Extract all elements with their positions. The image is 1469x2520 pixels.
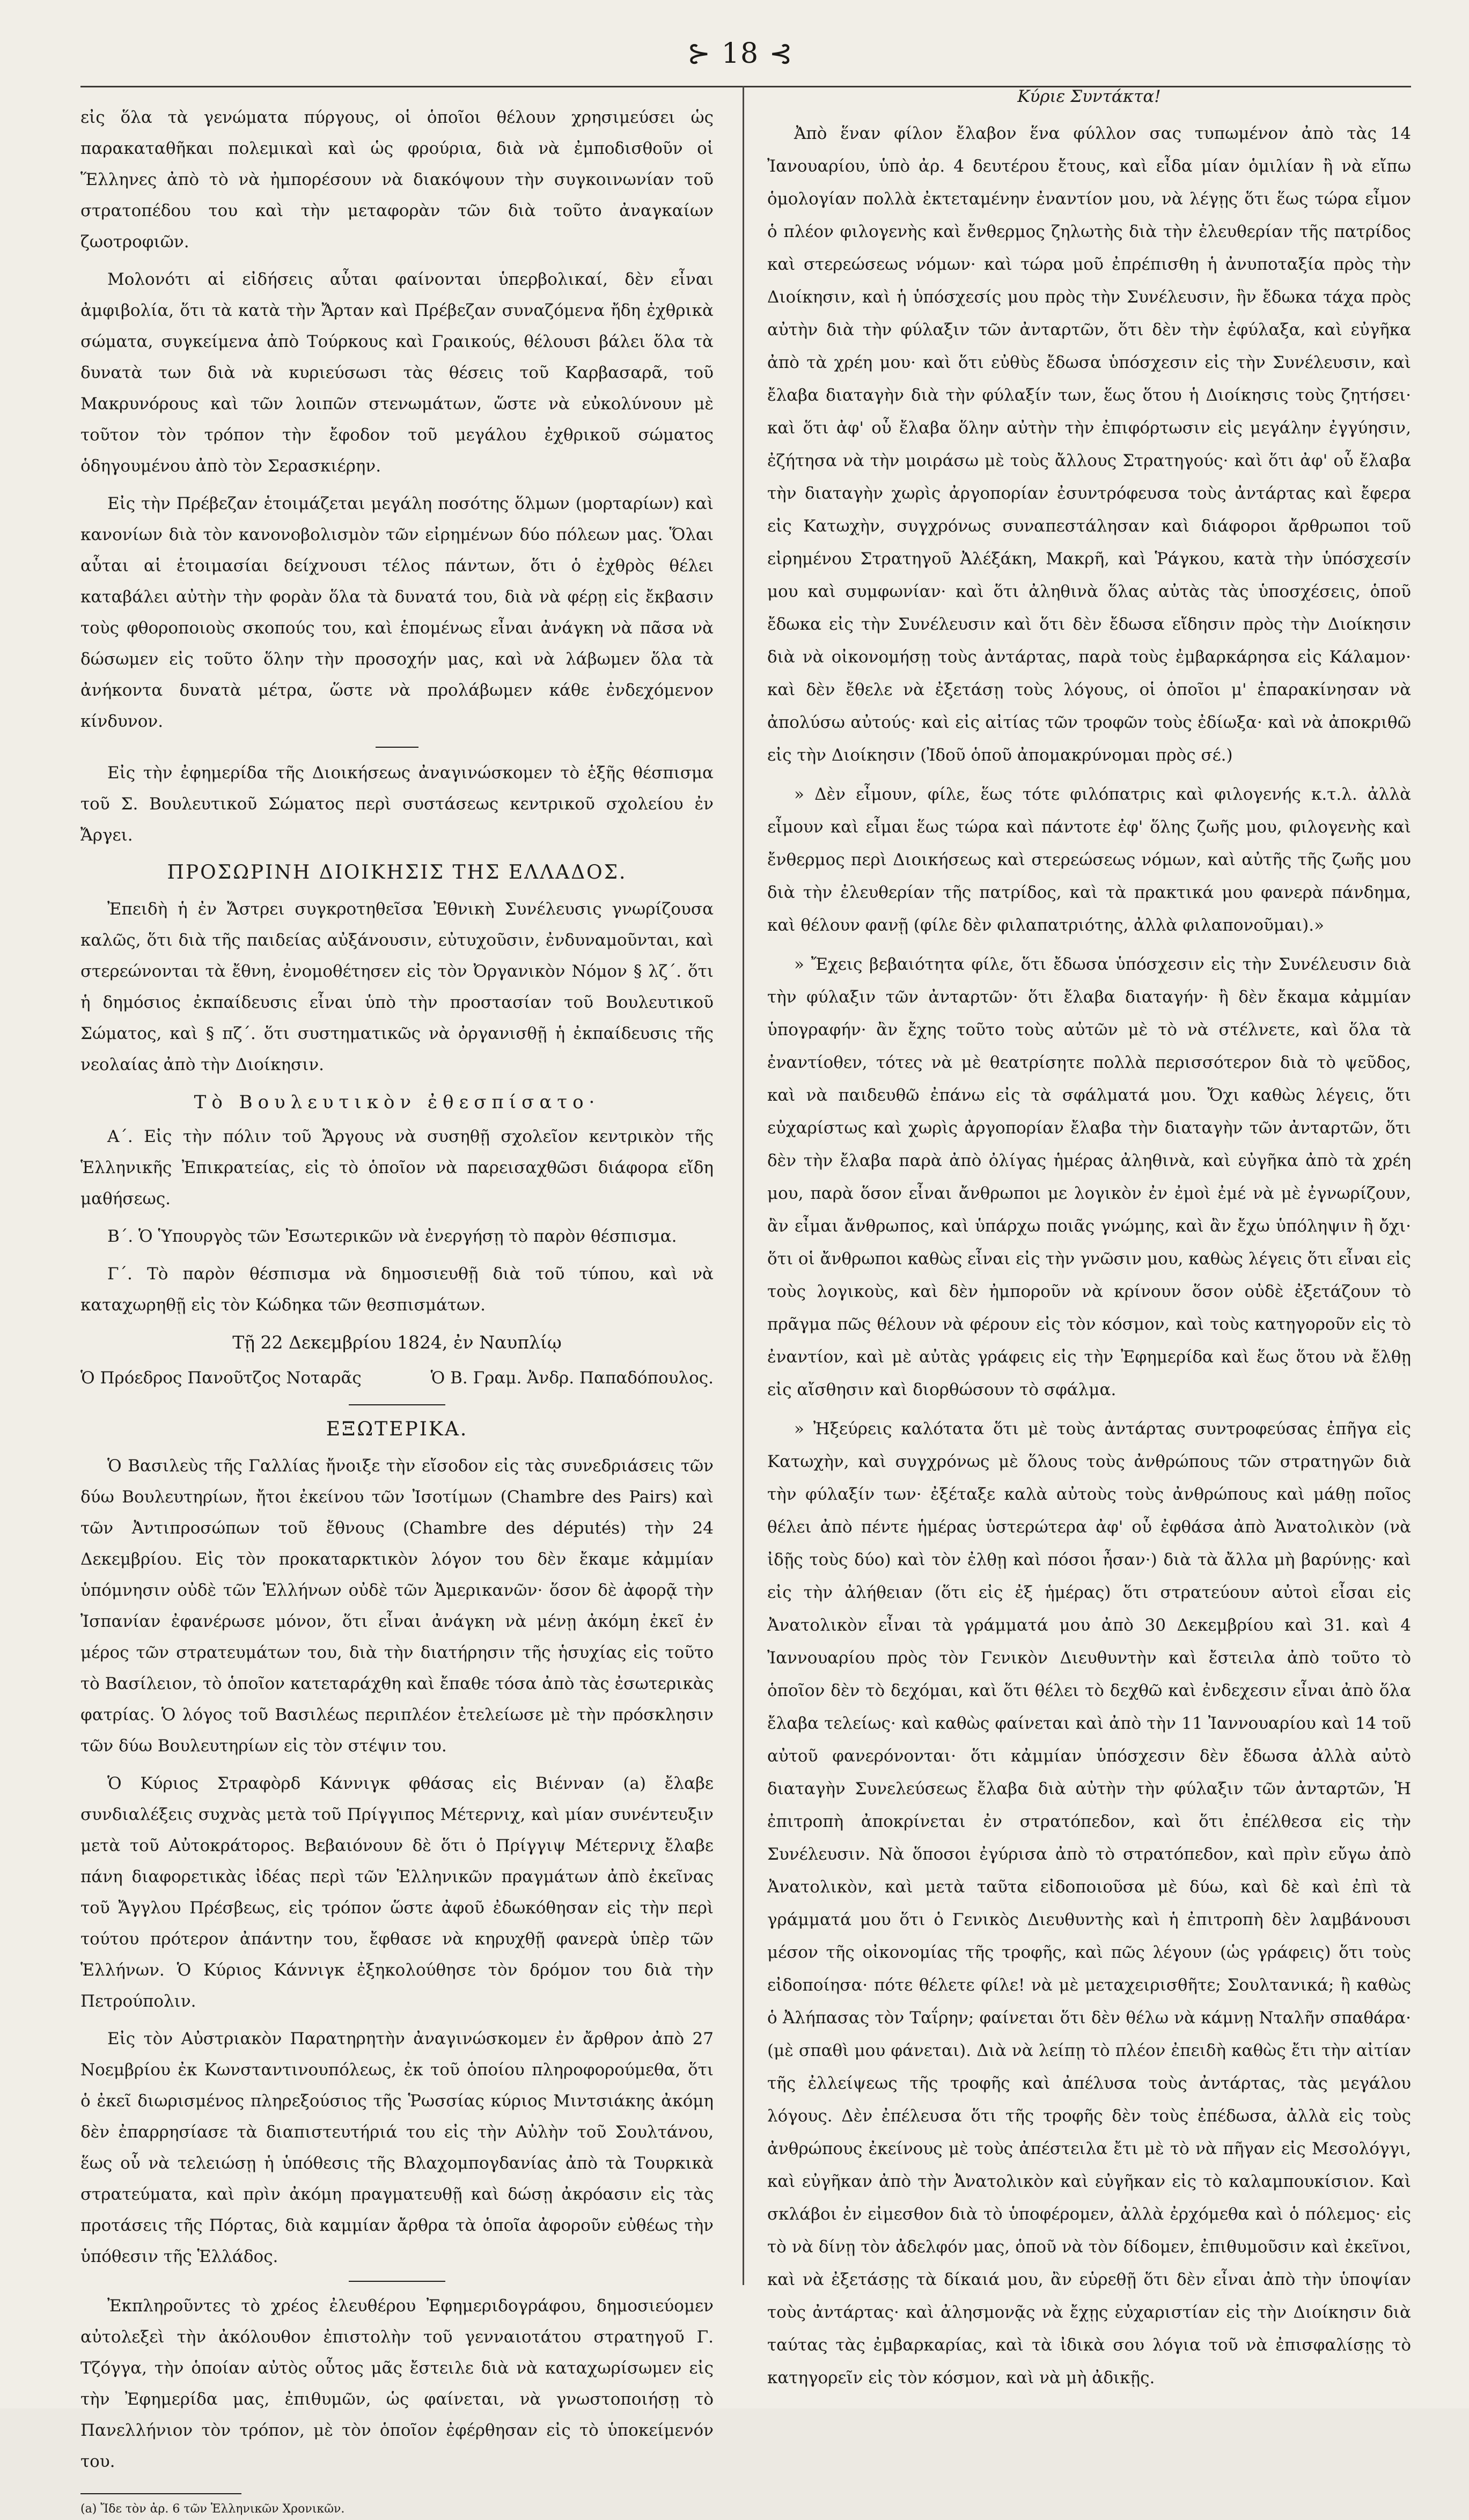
president-signature: Ὁ Πρόεδρος Πανοῦτζος Νοταρᾶς [80, 1368, 362, 1388]
footnote-rule [80, 2493, 241, 2494]
signature-line [80, 1362, 714, 1394]
section-rule [349, 2281, 445, 2282]
left-paragraph-5: Ἐπειδὴ ἡ ἐν Ἄστρει συγκροτηθεῖσα Ἐθνικὴ Συνέλευσις γνωρίζουσα καλῶς, ὅτι διὰ τῆς παιδείας αὐξάνουσιν, εὐτυχοῦσιν, ἐνδυναμοῦνται, καὶ στερεώνονται τὰ ἔθνη, ἐνομοθέτησεν εἰς τὸν Ὀργανικὸν Νόμον § λζ΄. ὅτι ἡ δημόσιος ἐκπαίδευσις εἶναι ὑπὸ τὴν προστασίαν τοῦ Βουλευτικοῦ Σώματος, καὶ § πζ΄. ὅτι συστηματικῶς νὰ ὀργανισθῇ ἡ ἐκπαίδευσις τῆς νεολαίας ἀπὸ τὴν Διοίκησιν. [80, 900, 714, 1074]
right-paragraph-1: Ἀπὸ ἕναν φίλον ἔλαβον ἕνα φύλλον σας τυπωμένον ἀπὸ τὰς 14 Ἰανουαρίου, ὑπὸ ἀρ. 4 δευτέρου ἔτους, καὶ εἶδα μίαν ὁμιλίαν ἢ νὰ εἴπω ὁμολογίαν πολλὰ ἐκτεταμένην ἐναντίον μου, νὰ λέγῃς ὅτι ἕως τώρα εἶμον ὁ πλέον φιλογενὴς καὶ ἔνθερμος ζηλωτὴς διὰ τὴν ἐλευθερίαν τῆς πατρίδος καὶ στερεώσεως νόμων· καὶ τώρα μοῦ ἐπρέπισθη ἡ ἀνυποταξία πρὸς τὴν Διοίκησιν, καὶ ἡ ὑπόσχεσίς μου πρὸς τὴν Συνέλευσιν, ἣν ἔδωκα τάχα πρὸς αὐτὴν διὰ τὴν φύλαξιν τῶν ἀνταρτῶν, ὅτι δὲν τὴν ἐφύλαξα, καὶ εὐγῆκα ἀπὸ τὰ χρέη μου· καὶ ὅτι εὐθὺς ἔδωσα ὑπόσχεσιν εἰς τὴν Συνέλευσιν, καὶ ἔλαβα διαταγὴν διὰ τὴν φύλαξίν των, ἕως ὅτου ἡ Διοίκησις τοὺς ζητήσει· καὶ ὅτι ἀφ' οὗ ἔλαβα ὅλην αὐτὴν τὴν ἐπιφόρτωσιν εἰς μεγάλην ἐγγύησιν, ἐζήτησα νὰ τὴν μοιράσω μὲ τοὺς ἄλλους Στρατηγούς· καὶ ὅτι ἀφ' οὗ ἔλαβα τὴν διαταγὴν χωρὶς ἀργοπορίαν ἐσυντρόφευσα τοὺς ἀντάρτας καὶ ἔφερα εἰς Κατωχὴν, συγχρόνως συναπεστάλησαν καὶ διάφοροι ἄρθρωποι τοῦ εἰρημένου Στρατηγοῦ Ἀλέξάκη, Μακρῆ, καὶ Ῥάγκου, κατὰ τὴν ὑπόσχεσίν μου καὶ συμφωνίαν· καὶ ὅτι ἀληθινὰ ὅλας αὐτὰς τὰς ὑποσχέσεις, ὁποῦ ἔδωκα εἰς τὴν Συνέλευσιν καὶ ὅτι δὲν ἔδωσα εἴδησιν πρὸς τὴν Διοίκησιν διὰ νὰ οἰκονομήσῃ τοὺς ἀντάρτας, παρὰ τοὺς ἐμβαρκάρησα εἰς Κάλαμον· καὶ δὲν ἔθελε νὰ ἐξετάσῃ τοὺς λόγους, οἱ ὁποῖοι μ' ἐπαρακίνησαν νὰ ἀπολύσω αὐτούς· καὶ εἰς αἰτίας τῶν τροφῶν τοὺς ἐδίωξα· καὶ νὰ ἀποκριθῶ εἰς τὴν Διοίκησιν (Ἰδοῦ ὁποῦ ἀπομακρύνομαι πρὸς σέ.) [767, 124, 1411, 765]
left-paragraph-8: Εἰς τὸν Αὐστριακὸν Παρατηρητὴν ἀναγινώσκομεν ἐν ἄρθρον ἀπὸ 27 Νοεμβρίου ἐκ Κωνσταντινουπόλεως, ἐκ τοῦ ὁποίου πληροφορούμεθα, ὅτι ὁ ἐκεῖ διωρισμένος πληρεξούσιος τῆς Ῥωσσίας κύριος Μιντσιάκης ἀκόμη δὲν ἐπαρρησίασε τὰ διαπιστευτήριά του εἰς τὴν Αὐλὴν τοῦ Σουλτάνου, ἕως οὗ νὰ τελειώσῃ ἡ ὑπόθεσις τῆς Βλαχομπογδανίας ἀπὸ τὰ Τουρκικὰ στρατεύματα, καὶ πρὶν ἀκόμη πραγματευθῇ καὶ δώσῃ ἀκρόασιν εἰς τὰς προτάσεις τῆς Πόρτας, διὰ καμμίαν ἄρθρα τὰ ὁποῖα ἀφοροῦν εὐθέως τὴν ὑπόθεσιν τῆς Ἑλλάδος. [80, 2029, 714, 2266]
ornament-right-icon: ⊰ [769, 38, 794, 70]
left-paragraph-7: Ὁ Κύριος Στραφὸρδ Κάννιγκ φθάσας εἰς Βιένναν (a) ἔλαβε συνδιαλέξεις συχνὰς μετὰ τοῦ Πρίγγιπος Μέτερνιχ, καὶ μίαν συνέντευξιν μετὰ τοῦ Αὐτοκράτορος. Βεβαιόνουν δὲ ὅτι ὁ Πρίγγιψ Μέτερνιχ ἔλαβε πάνη διαφορετικὰς ἰδέας περὶ τῶν Ἑλληνικῶν πραγμάτων ἀπὸ ἐκεῖνας τοῦ Ἄγγλου Πρέσβεως, εἰς τρόπον ὥστε ἀφοῦ ἐδωκόθησαν εἰς τὴν περὶ τούτου πρότερον ἀπάντην του, ἔφθασε νὰ κηρυχθῇ φανερὰ ὑπὲρ τῶν Ἑλλήνων. Ὁ Κύριος Κάννιγκ ἐξηκολούθησε τὸν δρόμον του διὰ τὴν Πετρούπολιν. [80, 1774, 714, 2011]
left-column [80, 102, 714, 2516]
ornament-left-icon: ⊱ [687, 38, 712, 70]
left-paragraph-2: Μολονότι αἱ εἰδήσεις αὗται φαίνονται ὑπερβολικαί, δὲν εἶναι ἀμφιβολία, ὅτι τὰ κατὰ τὴν Ἄρταν καὶ Πρέβεζαν συναζόμενα ἤδη ἐχθρικὰ σώματα, συγκείμενα ἀπὸ Τούρκους καὶ Γραικούς, θέλουσι βάλει ὅλα τὰ δυνατὰ των διὰ νὰ κυριεύσωσι τὰς θέσεις τοῦ Καρβασαρᾶ, τοῦ Μακρυνόρους καὶ τῶν λοιπῶν στενωμάτων, ὥστε νὰ εὐκολύνουν μὲ τοῦτον τὸν τρόπον τὴν ἔφοδον τοῦ μεγάλου ἐχθρικοῦ σώματος ὁδηγουμένου ἀπὸ τὸν Σερασκιέρην. [80, 270, 714, 476]
letter-salutation: Κύριε Συντάκτα! [1017, 87, 1161, 106]
decree-date: Τῇ 22 Δεκεμβρίου 1824, ἐν Ναυπλίῳ [232, 1332, 562, 1353]
right-paragraph-2: » Δὲν εἶμουν, φίλε, ἕως τότε φιλόπατρις καὶ φιλογενής κ.τ.λ. ἀλλὰ εἶμουν καὶ εἶμαι ἕως τώρα καὶ πάντοτε ἐφ' ὅλης ζωῆς μου, φιλογενὴς καὶ ἔνθερμος περὶ Διοικήσεως καὶ στερεώσεως νόμων, καὶ αὐτῆς τῆς ζωῆς μου διὰ τὴν ἐλευθερίαν τῆς πατρίδος, καὶ τὰ πρακτικά μου φανερὰ πάνδημα, καὶ θέλουν φανῇ (φίλε δὲν φιλαπατριότης, ἀλλὰ φιλαπονοῦμαι).» [767, 785, 1411, 935]
column-divider [743, 86, 744, 2285]
left-paragraph-3: Εἰς τὴν Πρέβεζαν ἑτοιμάζεται μεγάλη ποσότης ὅλμων (μορταρίων) καὶ κανονίων διὰ τὸν κανονοβολισμὸν τῶν εἰρημένων δύο πόλεων μας. Ὅλαι αὗται αἱ ἑτοιμασίαι δείχνουσι τέλος πάντων, ὅτι ὁ ἐχθρὸς θέλει καταβάλει αὐτὴν τὴν φορὰν ὅλα τὰ δυνατά του, διὰ νὰ φέρῃ εἰς ἔκβασιν τοὺς φθοροποιοὺς σκοπούς του, καὶ ἑπομένως εἶναι ἀνάγκη νὰ πᾶσα νὰ δώσωμεν εἰς τοῦτο ὅλην τὴν προσοχήν μας, καὶ νὰ λάβωμεν ὅλα τὰ ἀνήκοντα δυνατὰ μέτρα, ὥστε νὰ προλάβωμεν κάθε ἐνδεχόμενον κίνδυνον. [80, 494, 714, 731]
section-rule [349, 1404, 445, 1405]
left-paragraph-9: Ἐκπληροῦντες τὸ χρέος ἐλευθέρου Ἐφημεριδογράφου, δημοσιεύομεν αὐτολεξεὶ τὴν ἀκόλουθον ἐπιστολὴν τοῦ γενναιοτάτου στρατηγοῦ Γ. Τζόγγα, τὴν ὁποίαν αὐτὸς οὗτος μᾶς ἔστειλε διὰ νὰ καταχωρίσωμεν εἰς τὴν Ἐφημερίδα μας, ἐπιθυμῶν, ὡς φαίνεται, νὰ γνωστοποιήσῃ τὸ Πανελλήνιον τὸν τρόπον, μὲ τὸν ὁποῖον ἐφέρθησαν εἰς τὸ ὑποκείμενόν του. [80, 2296, 714, 2471]
decree-article-c: Γ΄. Τὸ παρὸν θέσπισμα νὰ δημοσιευθῇ διὰ τοῦ τύπου, καὶ νὰ καταχωρηθῇ εἰς τὸν Κώδηκα τῶν θεσπισμάτων. [80, 1264, 714, 1315]
foreign-news-heading: ΕΞΩΤΕΡΙΚΑ. [326, 1418, 468, 1440]
decree-article-a: Α΄. Εἰς τὴν πόλιν τοῦ Ἄργους νὰ συσηθῇ σχολεῖον κεντρικὸν τῆς Ἑλληνικῆς Ἐπικρατείας, εἰς τὸ ὁποῖον νὰ παρεισαχθῶσι διάφορα εἴδη μαθήσεως. [80, 1127, 714, 1209]
page-number [671, 32, 810, 75]
left-paragraph-6: Ὁ Βασιλεὺς τῆς Γαλλίας ἤνοιξε τὴν εἴσοδον εἰς τὰς συνεδριάσεις τῶν δύω Βουλευτηρίων, ἤτοι ἐκείνου τῶν Ἰσοτίμων (Chambre des Pairs) καὶ τῶν Ἀντιπροσώπων τοῦ ἔθνους (Chambre des députés) τὴν 24 Δεκεμβρίου. Εἰς τὸν προκαταρκτικὸν λόγον του δὲν ἔκαμε κἀμμίαν ὑπόμνησιν οὐδὲ τῶν Ἑλλήνων οὐδὲ τῶν Ἀμερικανῶν· ὅσον δὲ ἀφορᾷ τὴν Ἰσπανίαν ἐφανέρωσε μόνον, ὅτι εἶναι ἀνάγκη νὰ μένῃ ἀκόμη ἐκεῖ ἐν μέρος τῶν στρατευμάτων του, διὰ τὴν διατήρησιν τῆς ἡσυχίας εἰς τοῦτο τὸ Βασίλειον, τὸ ὁποῖον κατεταράχθη καὶ ἔπαθε τόσα ἀπὸ τὰς ἐσωτερικὰς φατρίας. Ὁ λόγος τοῦ Βασιλέως περιπλέον ἐτελείωσε μὲ τὴν πρόσκλησιν τῶν δύω Βουλευτηρίων εἰς τὸν στέψιν του. [80, 1456, 714, 1756]
left-paragraph-1: εἰς ὅλα τὰ γενώματα πύργους, οἱ ὁποῖοι θέλουν χρησιμεύσει ὡς παρακαταθῆκαι πολεμικαὶ καὶ ὡς φρούρια, διὰ νὰ ἐμποδισθοῦν οἱ Ἕλληνες ἀπὸ τὸ νὰ ἠμπορέσουν νὰ διακόψουν τὴν συγκοινωνίαν τοῦ στρατοπέδου του καὶ τὴν μεταφορὰν τῶν διὰ τοῦτο ἀναγκαίων ζωοτροφιῶν. [80, 108, 714, 252]
decree-article-b: Β΄. Ὁ Ὑπουργὸς τῶν Ἐσωτερικῶν νὰ ἐνεργήσῃ τὸ παρὸν θέσπισμα. [107, 1227, 677, 1246]
decree-heading: ΠΡΟΣΩΡΙΝΗ ΔΙΟΙΚΗΣΙΣ ΤΗΣ ΕΛΛΑΔΟΣ. [167, 861, 627, 883]
section-rule [376, 747, 418, 748]
decree-subheading: Τὸ Βουλευτικὸν ἐθεσπίσατο· [194, 1092, 600, 1113]
right-paragraph-3: » Ἔχεις βεβαιότητα φίλε, ὅτι ἔδωσα ὑπόσχεσιν εἰς τὴν Συνέλευσιν διὰ τὴν φύλαξιν τῶν ἀνταρτῶν· ὅτι ἔλαβα διαταγήν· ἢ δὲν ἔκαμα κἀμμίαν ὑπογραφήν· ἂν ἔχης τοῦτο τοὺς αὐτῶν μὲ τὸ νὰ στέλνετε, καὶ ὅλα τὰ ἐναντίοθεν, τότες νὰ μὲ θεατρίσητε πολλὰ περισσότερον διὰ τὸ ψεῦδος, καὶ νὰ παιδευθῶ ἐπάνω εἰς τὰ σφάλματά μου. Ὄχι καθὼς λέγεις, ὅτι εὐχαρίστως καὶ χωρὶς ἀργοπορίαν ἔλαβα τὴν διαταγὴν τῶν ἀνταρτῶν, ὅτι δὲν τὴν ἔλαβα παρὰ ἀπὸ ὀλίγας ἡμέρας ἀληθινὰ, καὶ εὐγῆκα ἀπὸ τὰ χρέη μου, παρὰ ὅσον εἶναι ἄνθρωποι με λογικὸν ἐν ἐμοὶ ἐμέ νὰ μὲ ἐγνωρίζουν, ἂν εἶμαι ἄνθρωπος, καὶ ὑπάρχω ποιᾶς γνώμης, καὶ ἂν ἔχω ὑπόληψιν ἢ ὄχι· ὅτι οἱ ἄνθρωποι καθὼς εἶναι εἰς τὴν γνῶσιν μου, καθὼς λέγεις ὅτι εἶναι εἰς τοὺς λογικοὺς, καὶ δὲν ἠμποροῦν νὰ κρίνουν ὅσον οὐδὲ ἐξετάζουν τὸ πρᾶγμα πῶς θέλουν νὰ φέρουν εἰς τὸν κόσμον, καὶ τοὺς κατηγοροῦν εἰς τὸ ἐναντίον, καὶ μὲ αὐτὰς γράφεις εἰς τὴν Ἐφημερίδα καὶ ἕως ὅτου νὰ ἔλθῃ εἰς αἴσθησιν καὶ διορθώσουν τὸ σφάλμα. [767, 955, 1411, 1399]
secretary-signature: Ὁ Β. Γραμ. Ἀνδρ. Παπαδόπουλος. [430, 1368, 714, 1388]
footnote: (a) Ἴδε τὸν ἀρ. 6 τῶν Ἑλληνικῶν Χρονικῶν. [80, 2502, 345, 2516]
right-column [767, 80, 1411, 2388]
left-paragraph-4: Εἰς τὴν ἐφημερίδα τῆς Διοικήσεως ἀναγινώσκομεν τὸ ἑξῆς θέσπισμα τοῦ Σ. Βουλευτικοῦ Σώματος περὶ συστάσεως κεντρικοῦ σχολείου ἐν Ἄργει. [80, 763, 714, 845]
page-number-text: 18 [721, 38, 760, 70]
right-paragraph-4: » Ἠξεύρεις καλότατα ὅτι μὲ τοὺς ἀντάρτας συντροφεύσας ἐπῆγα εἰς Κατωχὴν, καὶ συγχρόνως μὲ ὅλους τοὺς ἀνθρώπους τῶν στρατηγῶν διὰ τὴν φύλαξίν των· ἐξέταξε καλὰ αὐτοὺς τοὺς ἀνθρώπους καὶ μάθῃ ποῖος θέλει ἀπὸ πέντε ἡμέρας ὑστερώτερα ἀφ' οὗ ἐφθάσα ἀπὸ Ἀνατολικὸν (νὰ ἰδῇς τοὺς δύο) καὶ τὸν ἐλθῃ καὶ πόσοι ἦσαν·) διὰ τὰ ἄλλα μὴ βαρύνῃς· καὶ εἰς τὴν ἀλήθειαν (ὅτι εἰς ἐξ ἡμέρας) ὅτι στρατεύουν αὐτοὶ εἶσαι εἰς Ἀνατολικὸν εἶναι τὰ γράμματά μου ἀπὸ 30 Δεκεμβρίου καὶ 31. καὶ 4 Ἰαννουαρίου πρὸς τὸν Γενικὸν Διευθυντὴν καὶ ἔστειλα ἀπὸ τοῦτο τὸ ὁποῖον δὲν τὸ δεχόμαι, καὶ ὅτι θέλει τὸ δεχθῶ καὶ ἐνδεχεσιν εἶναι ἀπὸ ὅλα ἔλαβα τελείως· καὶ καθὼς φαίνεται καὶ ἀπὸ τὴν 11 Ἰαννουαρίου καὶ 14 τοῦ αὐτοῦ φανερόνονται· ὅτι κἀμμίαν ὑπόσχεσιν δὲν ἔδωσα ἀλλὰ αὐτὸ διαταγὴν Συνελεύσεως ἔλαβα διὰ αὐτὴν τὴν φύλαξιν τῶν ἀνταρτῶν, Ἡ ἐπιτροπὴ ἀποκρίνεται ἐν στρατόπεδον, καὶ ὅτι ἐπέλθεσα εἰς τὴν Συνέλευσιν. Νὰ ὅποσοι ἐγύρισα ἀπὸ τὸ στρατόπεδον, καὶ πρὶν εὔγω ἀπὸ Ἀνατολικὸν, καὶ μετὰ ταῦτα εἰδοποιοῦσα μὲ δύω, καὶ δὲ καὶ ἐπὶ τὰ γράμματά μου ὅτι ὁ Γενικὸς Διευθυντὴς καὶ ἡ ἐπιτροπὴ δὲν λαμβάνουσι μέσον τῆς οἰκονομίας τῆς τροφῆς, καὶ πῶς λέγουν (ὡς γράφεις) ὅτι τοὺς εἰδοποίησα· πότε θέλετε φίλε! νὰ μὲ μεταχειρισθῆτε; Σουλτανικά; ἢ καθὼς ὁ Ἀλήπασας τὸν Ταΐρην; φαίνεται ὅτι δὲν θέλω νὰ κάμνῃ Νταλῆν σπαθάρα· (μὲ σπαθὶ μου φάνεται). Διὰ νὰ λείπῃ τὸ πλέον ἐπειδὴ καθὼς ἔτι τὴν αἰτίαν τῆς ἐλλείψεως τῆς τροφῆς καὶ ἀπέλυσα τοὺς ἀντάρτας, τὰς μεγάλου λόγους. Δὲν ἐπέλευσα ὅτι τῆς τροφῆς δὲν τοὺς ἐπέδωσα, ἀλλὰ εἰς τοὺς ἀνθρώπους ἐκείνους μὲ τοὺς ἀπέστειλα ἔτι μὲ τὸ νὰ πῆγαν εἰς Μεσολόγγι, καὶ εὐγῆκαν ἀπὸ τὴν Ἀνατολικὸν καὶ εὐγῆκαν εἰς τὸ καλαμπουκίσιον. Καὶ σκλάβοι ἐν εἰμεσθον διὰ τὸ ὑποφέρομεν, ἀλλὰ ἐρχόμεθα καὶ ὁ πόλεμος· εἰς τὸ νὰ δίνῃ τὸν ἀδελφόν μας, ὁποῦ νὰ τὸν δίδομεν, ἐπιθυμοῦσιν καὶ ἐκεῖνοι, καὶ νὰ ἐξετάσῃς τὰ δίκαιά μου, ἂν εὑρεθῇ ὅτι δὲν εἶναι ἀπὸ τὴν ὑποψίαν τοὺς ἀντάρτας· καὶ ἀλησμονᾷς νὰ ἔχῃς εὐχαριστίαν εἰς τὴν Διοίκησιν διὰ ταύτας τὰς ἐμβαρκαρίας, καὶ τὰ ἰδικὰ σου λόγια τοῦ νὰ ἐπισφαλίσῃς τὸ κατηγορεῖν εἰς τὸν κόσμον, καὶ νὰ μὴ ἀδικῇς. [767, 1419, 1411, 2388]
